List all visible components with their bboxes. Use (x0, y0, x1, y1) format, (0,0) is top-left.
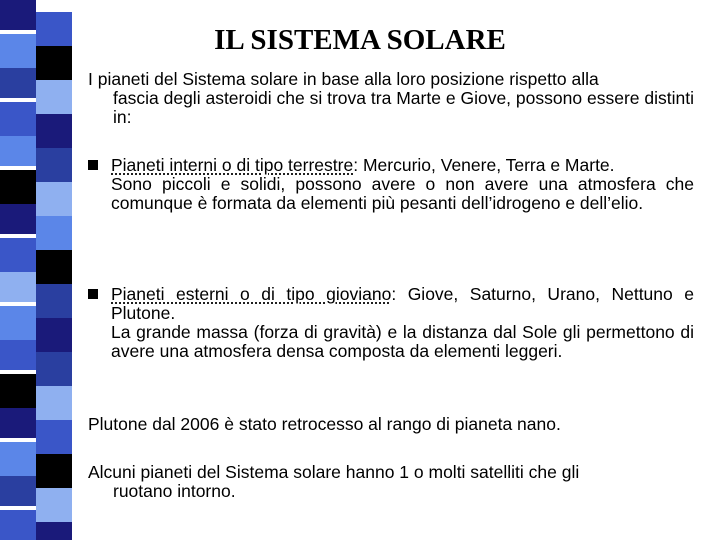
mosaic-tile (0, 136, 36, 166)
decorative-mosaic-strip (0, 0, 72, 540)
mosaic-tile (0, 68, 36, 98)
mosaic-tile (0, 340, 36, 370)
bullet-list: : Mercurio, Venere, Terra e Marte. (353, 155, 615, 175)
mosaic-tile (0, 442, 36, 479)
intro-first-line: I pianeti del Sistema solare in base alla loro posizione rispetto alla (88, 69, 599, 89)
mosaic-tile (0, 408, 36, 438)
bullet-detail: La grande massa (forza di gravità) e la distanza dal Sole gli permettono di avere una atmosfera densa composta da elementi leggeri. (111, 322, 694, 361)
mosaic-tile (0, 34, 36, 71)
mosaic-tile (0, 0, 36, 30)
mosaic-tile (0, 272, 36, 302)
bullet-term: Pianeti interni o di tipo terrestre (111, 155, 354, 175)
satellites-continuation: ruotano intorno. (113, 481, 236, 501)
slide-title: IL SISTEMA SOLARE (214, 24, 506, 56)
mosaic-tile (36, 250, 72, 284)
bullet-text (111, 156, 694, 213)
intro-continuation: fascia degli asteroidi che si trova tra Marte e Giove, possono essere distinti in: (113, 88, 694, 127)
bullet-detail: Sono piccoli e solidi, possono avere o non avere una atmosfera che comunque è formata da elementi più pesanti dell’idrogeno e dell’elio. (111, 174, 694, 213)
satellites-paragraph (88, 463, 694, 501)
mosaic-tile (0, 238, 36, 275)
mosaic-tile (0, 476, 36, 506)
mosaic-tile (36, 522, 72, 540)
square-bullet-icon (88, 289, 98, 299)
mosaic-tile (0, 374, 36, 411)
satellites-first-line: Alcuni pianeti del Sistema solare hanno 1 o molti satelliti che gli (88, 462, 580, 482)
mosaic-tile (0, 510, 36, 540)
bullet-term: Pianeti esterni o di tipo gioviano (111, 284, 392, 304)
mosaic-tile (0, 306, 36, 343)
square-bullet-icon (88, 160, 98, 170)
pluto-note (88, 415, 694, 434)
mosaic-tile (36, 454, 72, 488)
mosaic-tile (0, 102, 36, 139)
pluto-note-text: Plutone dal 2006 è stato retrocesso al rango di pianeta nano. (88, 414, 561, 434)
mosaic-tile (0, 170, 36, 207)
mosaic-tile (36, 182, 72, 216)
intro-paragraph (88, 70, 694, 127)
bullet-list: : Giove, Saturno, Urano, Nettuno e Plutone. (111, 284, 694, 323)
mosaic-tile (36, 318, 72, 352)
mosaic-tile (0, 204, 36, 234)
mosaic-tile (36, 386, 72, 420)
mosaic-tile (36, 46, 72, 80)
mosaic-tile (36, 114, 72, 148)
bullet-text (111, 285, 694, 361)
